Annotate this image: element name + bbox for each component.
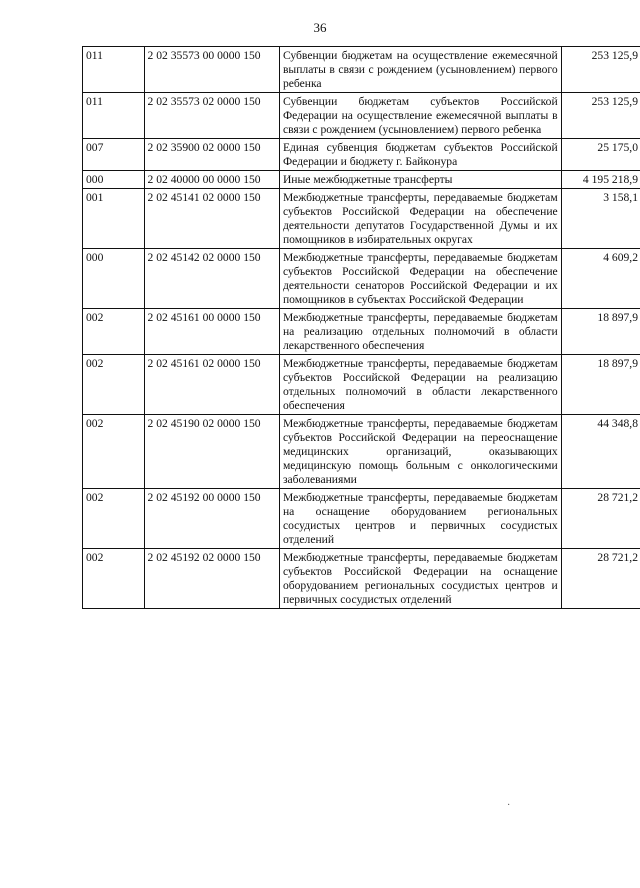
table-row — [83, 171, 640, 189]
budget-classification-code-cell: 2 02 35573 02 0000 150 — [144, 93, 279, 139]
budget-revenue-table — [82, 46, 640, 609]
revenue-name-cell: Межбюджетные трансферты, передаваемые бюджетам субъектов Российской Федерации на переоснащение медицинских организаций, оказывающих медицинскую помощь больным с онкологическими заболеваниями — [279, 415, 561, 489]
budget-classification-code-cell: 2 02 45161 00 0000 150 — [144, 309, 279, 355]
page-number: 36 — [313, 20, 327, 35]
admin-code-cell: 002 — [83, 549, 145, 609]
admin-code-cell: 002 — [83, 309, 145, 355]
amount-cell: 18 897,9 — [561, 309, 640, 355]
revenue-name-cell: Субвенции бюджетам субъектов Российской Федерации на осуществление ежемесячной выплаты в связи с рождением (усыновлением) первого ребенка — [279, 93, 561, 139]
amount-cell: 44 348,8 — [561, 415, 640, 489]
admin-code-cell: 011 — [83, 47, 145, 93]
admin-code-cell: 011 — [83, 93, 145, 139]
amount-cell: 28 721,2 — [561, 549, 640, 609]
revenue-name-cell: Межбюджетные трансферты, передаваемые бюджетам субъектов Российской Федерации на реализацию отдельных полномочий в области лекарственного обеспечения — [279, 355, 561, 415]
table-row — [83, 415, 640, 489]
revenue-name-cell: Межбюджетные трансферты, передаваемые бюджетам субъектов Российской Федерации на оснащение оборудованием региональных сосудистых центров и первичных сосудистых отделений — [279, 549, 561, 609]
admin-code-cell: 001 — [83, 189, 145, 249]
table-row — [83, 139, 640, 171]
table-row — [83, 489, 640, 549]
revenue-name-cell: Иные межбюджетные трансферты — [279, 171, 561, 189]
amount-cell: 4 609,2 — [561, 249, 640, 309]
table-row — [83, 47, 640, 93]
budget-classification-code-cell: 2 02 35573 00 0000 150 — [144, 47, 279, 93]
admin-code-cell: 000 — [83, 171, 145, 189]
budget-classification-code-cell: 2 02 45141 02 0000 150 — [144, 189, 279, 249]
budget-classification-code-cell: 2 02 45192 02 0000 150 — [144, 549, 279, 609]
revenue-name-cell: Межбюджетные трансферты, передаваемые бюджетам субъектов Российской Федерации на обеспечение деятельности депутатов Государственной Думы и их помощников в избирательных округах — [279, 189, 561, 249]
revenue-name-cell: Субвенции бюджетам на осуществление ежемесячной выплаты в связи с рождением (усыновлением) первого ребенка — [279, 47, 561, 93]
table-row — [83, 189, 640, 249]
table-row — [83, 355, 640, 415]
table-row — [83, 93, 640, 139]
admin-code-cell: 007 — [83, 139, 145, 171]
amount-cell: 253 125,9 — [561, 47, 640, 93]
revenue-name-cell: Межбюджетные трансферты, передаваемые бюджетам на оснащение оборудованием региональных сосудистых центров и первичных сосудистых отделений — [279, 489, 561, 549]
admin-code-cell: 002 — [83, 489, 145, 549]
budget-classification-code-cell: 2 02 45142 02 0000 150 — [144, 249, 279, 309]
budget-classification-code-cell: 2 02 35900 02 0000 150 — [144, 139, 279, 171]
amount-cell: 253 125,9 — [561, 93, 640, 139]
revenue-name-cell: Единая субвенция бюджетам субъектов Российской Федерации и бюджету г. Байконура — [279, 139, 561, 171]
amount-cell: 18 897,9 — [561, 355, 640, 415]
scan-speck: · — [507, 800, 511, 811]
admin-code-cell: 000 — [83, 249, 145, 309]
table-row — [83, 549, 640, 609]
revenue-name-cell: Межбюджетные трансферты, передаваемые бюджетам субъектов Российской Федерации на обеспечение деятельности сенаторов Российской Федерации и их помощников в субъектах Российской Федерации — [279, 249, 561, 309]
amount-cell: 3 158,1 — [561, 189, 640, 249]
budget-classification-code-cell: 2 02 45190 02 0000 150 — [144, 415, 279, 489]
table-row — [83, 309, 640, 355]
table-row — [83, 249, 640, 309]
budget-classification-code-cell: 2 02 45161 02 0000 150 — [144, 355, 279, 415]
amount-cell: 25 175,0 — [561, 139, 640, 171]
amount-cell: 4 195 218,9 — [561, 171, 640, 189]
revenue-name-cell: Межбюджетные трансферты, передаваемые бюджетам на реализацию отдельных полномочий в области лекарственного обеспечения — [279, 309, 561, 355]
amount-cell: 28 721,2 — [561, 489, 640, 549]
budget-classification-code-cell: 2 02 45192 00 0000 150 — [144, 489, 279, 549]
admin-code-cell: 002 — [83, 355, 145, 415]
admin-code-cell: 002 — [83, 415, 145, 489]
budget-classification-code-cell: 2 02 40000 00 0000 150 — [144, 171, 279, 189]
